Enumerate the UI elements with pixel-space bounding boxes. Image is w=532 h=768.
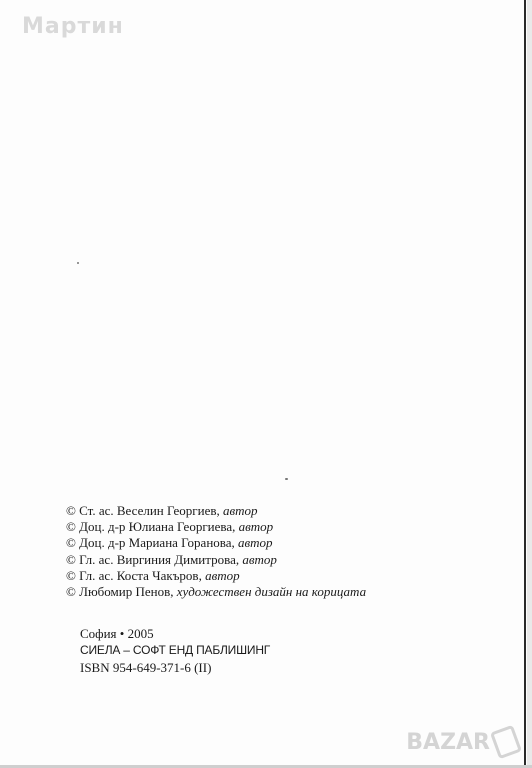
credit-name: © Доц. д-р Юлиана Георгиева, <box>66 519 239 535</box>
credit-line <box>66 519 366 535</box>
page-edge-line <box>524 0 526 768</box>
credit-role: художествен дизайн на корицата <box>176 584 367 600</box>
imprint-block <box>80 625 270 676</box>
credit-line <box>66 584 366 600</box>
watermark-bottom-right <box>406 728 518 756</box>
watermark-top-left: Мартин <box>22 14 124 39</box>
credit-role: автор <box>242 551 277 567</box>
credit-role: автор <box>205 567 240 583</box>
credit-line <box>66 552 366 568</box>
publisher-name: СИЕЛА – СОФТ ЕНД ПАБЛИШИНГ <box>80 643 271 657</box>
credit-name: © Гл. ас. Коста Чакъров, <box>66 567 206 583</box>
credit-line <box>66 568 366 584</box>
credit-line <box>66 535 366 551</box>
credit-name: © Гл. ас. Виргиния Димитрова, <box>66 551 243 567</box>
page-edge-shadow <box>527 0 532 768</box>
credit-role: автор <box>238 535 273 551</box>
credit-name: © Доц. д-р Мариана Горанова, <box>66 535 239 551</box>
credit-name: © Любомир Пенов, <box>66 584 177 600</box>
credit-line <box>66 503 366 519</box>
scan-speck <box>77 262 79 264</box>
credit-name: © Ст. ас. Веселин Георгиев, <box>66 503 223 518</box>
copyright-credits <box>66 503 366 600</box>
scan-speck <box>285 478 288 480</box>
city-year: София • 2005 <box>80 626 154 641</box>
price-tag-icon <box>490 725 522 760</box>
credit-role: автор <box>238 519 274 535</box>
watermark-text: BAZAR <box>406 729 490 755</box>
isbn-number: ISBN 954-649-371-6 (II) <box>80 660 212 675</box>
credit-role: автор <box>222 503 258 518</box>
